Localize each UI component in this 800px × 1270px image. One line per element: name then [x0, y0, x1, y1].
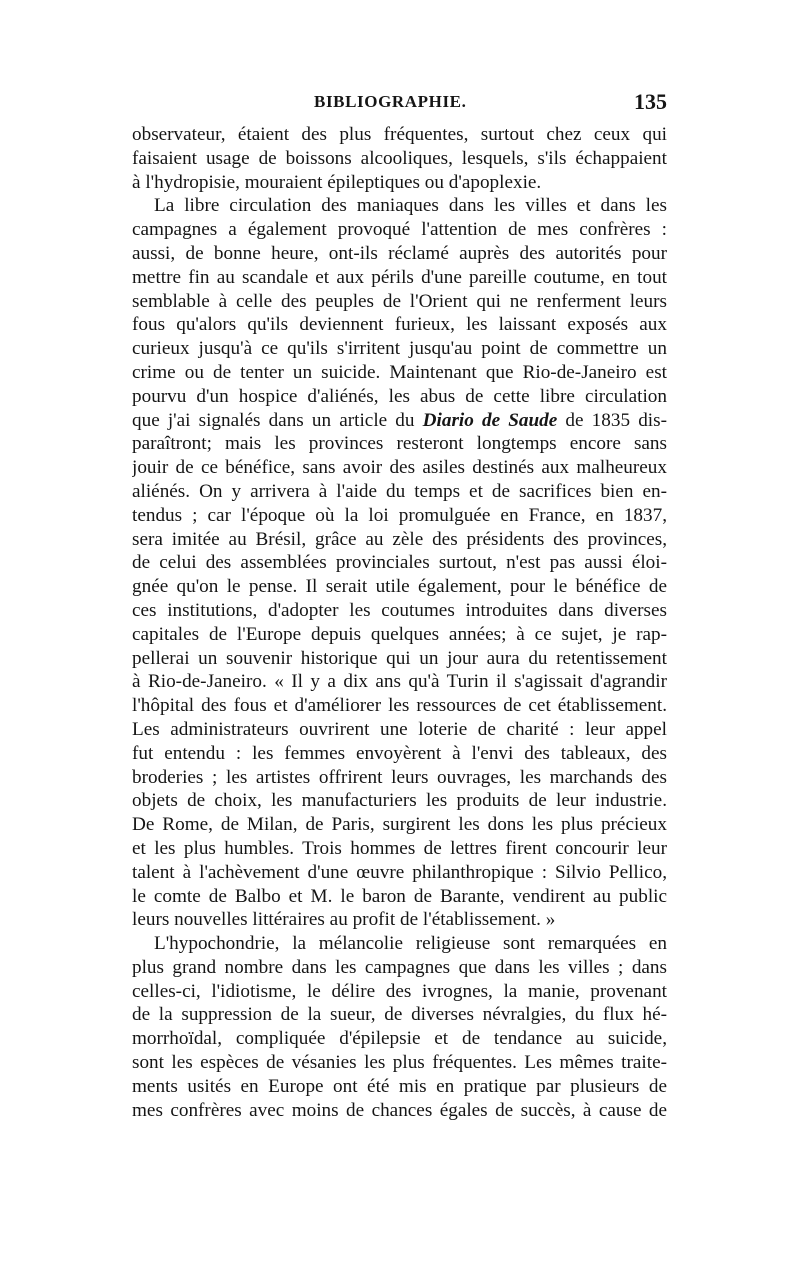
- text-line: fous qu'alors qu'ils deviennent furieux, les laissant exposés aux: [132, 314, 667, 336]
- text-line: pourvu d'un hospice d'aliénés, les abus de cette libre circulation: [132, 385, 667, 407]
- text-line: paraîtront; mais les provinces resteront longtemps encore sans: [132, 433, 667, 455]
- text-line: de celui des assemblées provinciales surtout, n'est pas aussi éloi-: [132, 552, 667, 574]
- text-segment: que j'ai signalés dans un article du: [132, 409, 423, 431]
- text-line: tendus ; car l'époque où la loi promulguée en France, en 1837,: [132, 504, 667, 526]
- text-line: Les administrateurs ouvrirent une loterie de charité : leur appel: [132, 718, 667, 740]
- text-line: mes confrères avec moins de chances égales de succès, à cause de: [132, 1099, 667, 1121]
- running-header: [132, 89, 667, 116]
- text-line: mettre fin au scandale et aux périls d'une pareille coutume, en tout: [132, 266, 667, 288]
- running-title: BIBLIOGRAPHIE.: [314, 92, 467, 111]
- text-line: aussi, de bonne heure, ont-ils réclamé auprès des autorités pour: [132, 242, 667, 264]
- text-line: campagnes a également provoqué l'attention de mes confrères :: [132, 219, 667, 241]
- text-line: à l'hydropisie, mouraient épileptiques ou d'apoplexie.: [132, 171, 542, 193]
- text-line: aliénés. On y arrivera à l'aide du temps et de sacrifices bien en-: [132, 480, 667, 502]
- text-line: objets de choix, les manufacturiers les produits de leur industrie.: [132, 790, 667, 812]
- text-line: [132, 409, 667, 433]
- text-line: le comte de Balbo et M. le baron de Barante, vendirent au public: [132, 885, 667, 907]
- journal-title: Diario de Saude: [422, 409, 558, 431]
- text-line: observateur, étaient des plus fréquentes, surtout chez ceux qui: [132, 124, 667, 145]
- text-line: pellerai un souvenir historique qui un jour aura du retentissement: [132, 647, 667, 669]
- text-line: de la suppression de la sueur, de diverses névralgies, du flux hé-: [132, 1004, 667, 1026]
- text-line: ces institutions, d'adopter les coutumes introduites dans diverses: [132, 599, 667, 621]
- text-line: curieux jusqu'à ce qu'ils s'irritent jusqu'au point de commettre un: [132, 338, 667, 360]
- text-line: La libre circulation des maniaques dans les villes et dans les: [154, 195, 667, 217]
- text-line: sont les espèces de vésanies les plus fréquentes. Les mêmes traite-: [132, 1052, 667, 1074]
- text-line: De Rome, de Milan, de Paris, surgirent les dons les plus précieux: [132, 814, 667, 836]
- text-line: crime ou de tenter un suicide. Maintenant que Rio-de-Janeiro est: [132, 361, 667, 383]
- text-line: plus grand nombre dans les campagnes que dans les villes ; dans: [132, 956, 667, 978]
- text-line: à Rio-de-Janeiro. « Il y a dix ans qu'à Turin il s'agissait d'agrandir: [132, 671, 667, 693]
- text-line: morrhoïdal, compliquée d'épilepsie et de tendance au suicide,: [132, 1028, 667, 1050]
- text-line: faisaient usage de boissons alcooliques, lesquels, s'ils échappaient: [132, 147, 667, 169]
- text-line: L'hypochondrie, la mélancolie religieuse sont remarquées en: [154, 933, 667, 955]
- text-line: broderies ; les artistes offrirent leurs ouvrages, les marchands des: [132, 766, 667, 788]
- text-line: semblable à celle des peuples de l'Orient qui ne renferment leurs: [132, 290, 667, 312]
- text-line: jouir de ce bénéfice, sans avoir des asiles destinés aux malheureux: [132, 457, 667, 479]
- text-line: gnée qu'on le pense. Il serait utile également, pour le bénéfice de: [132, 576, 667, 598]
- text-line: et les plus humbles. Trois hommes de lettres firent concourir leur: [132, 837, 667, 859]
- text-line: sera imitée au Brésil, grâce au zèle des présidents des provinces,: [132, 528, 667, 550]
- body-text: [132, 123, 667, 1122]
- text-line: capitales de l'Europe depuis quelques années; à ce sujet, je rap-: [132, 623, 667, 645]
- page-number: 135: [634, 89, 667, 114]
- text-line: fut entendu : les femmes envoyèrent à l'envi des tableaux, des: [132, 742, 667, 764]
- text-line: ments usités en Europe ont été mis en pratique par plusieurs de: [132, 1075, 667, 1097]
- text-line: leurs nouvelles littéraires au profit de l'établissement. »: [132, 909, 556, 931]
- text-line: talent à l'achèvement d'une œuvre philanthropique : Silvio Pellico,: [132, 861, 667, 883]
- text-line: l'hôpital des fous et d'améliorer les ressources de cet établissement.: [132, 695, 667, 717]
- text-line: celles-ci, l'idiotisme, le délire des ivrognes, la manie, provenant: [132, 980, 667, 1002]
- text-segment: de 1835 dis-: [557, 409, 667, 431]
